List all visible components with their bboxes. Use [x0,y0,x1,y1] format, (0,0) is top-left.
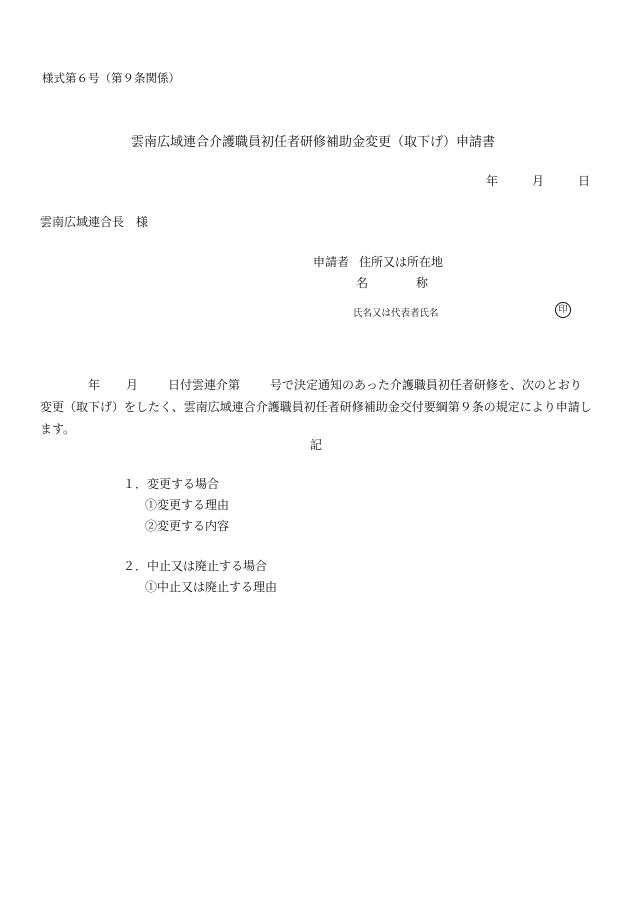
item-sub-change-content: ②変更する内容 [145,519,230,533]
applicant-label: 申請者 [313,255,350,269]
address-label: 住所又は所在地 [359,255,444,269]
date-year-label: 年 [485,174,498,188]
document-title [0,131,630,150]
item-heading-change: １．変更する場合 [123,477,220,491]
date-line [486,172,590,189]
date-day-label: 日 [577,174,590,188]
document-title-text: 雲南広域連合介護職員初任者研修補助金変更（取下げ）申請書 [130,135,495,150]
seal-icon: 印 [555,302,571,318]
form-number: 様式第６号（第９条関係） [42,71,180,85]
name-label: 名称 [356,276,477,290]
item-heading-cancel: ２．中止又は廃止する場合 [123,559,268,573]
body-paragraph [40,374,592,440]
representative-label: 氏名又は代表者氏名 [353,308,439,319]
item-sub-cancel-reason: ①中止又は廃止する理由 [145,580,278,594]
ki-heading: 記 [310,438,323,452]
body-month-label: 月 [126,378,139,392]
addressee: 雲南広域連合長 様 [40,215,149,229]
body-text: 号で決定通知のあった介護職員初任者研修を、次のとおり変更（取下げ）をしたく、雲南広域連合介護職員初任者研修補助金交付要綱第９条の規定により申請します。 [40,378,592,436]
body-date-ref: 日付雲連介第 [168,378,241,392]
date-month-label: 月 [531,174,544,188]
body-year-label: 年 [88,378,101,392]
item-sub-change-reason: ①変更する理由 [145,498,230,512]
